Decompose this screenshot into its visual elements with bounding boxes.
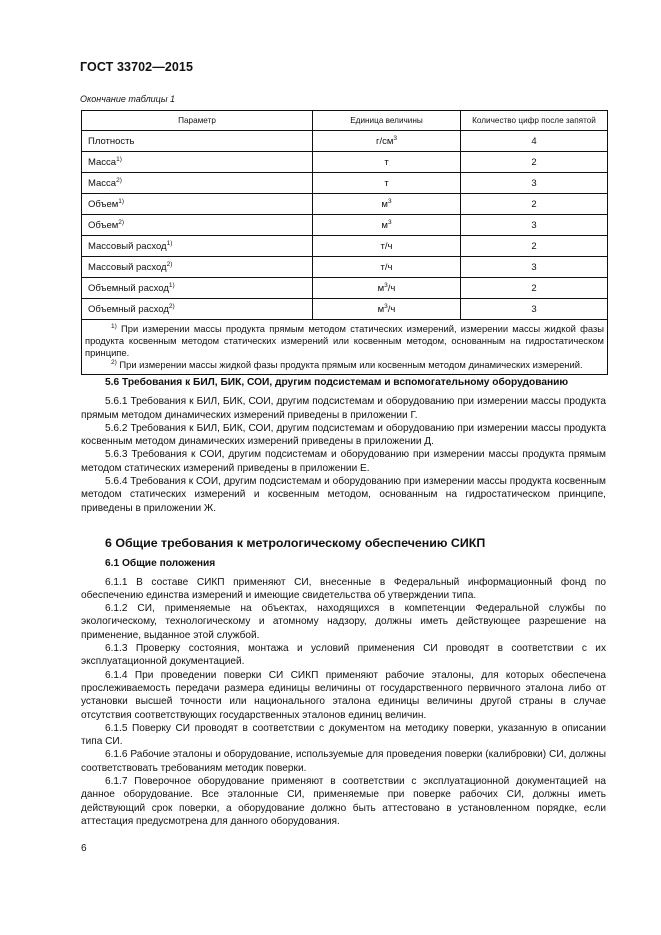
unit-base: т/ч xyxy=(380,240,393,252)
parameter-name: Объем xyxy=(88,198,119,210)
cell-parameter xyxy=(82,278,313,299)
cell-unit xyxy=(313,215,461,236)
table-row xyxy=(82,194,608,215)
paragraph: 5.6.3 Требования к СОИ, другим подсистемам и оборудованию при измерении массы продукта прямым методом статических измерений приведены в приложении Е. xyxy=(81,449,606,474)
paragraph: 6.1.5 Поверку СИ проводят в соответствии с документом на методику поверки, указанную в описании типа СИ. xyxy=(81,722,606,748)
parameter-name: Масса xyxy=(88,156,117,168)
section-heading: 5.6 Требования к БИЛ, БИК, СОИ, другим подсистемам и вспомогательному оборудованию xyxy=(105,377,569,388)
table-row xyxy=(82,257,608,278)
unit-base: т xyxy=(384,156,389,168)
cell-unit xyxy=(313,131,461,152)
cell-unit xyxy=(313,152,461,173)
table-row xyxy=(82,278,608,299)
column-header-unit: Единица величины xyxy=(313,111,461,131)
cell-parameter xyxy=(82,236,313,257)
parameter-name: Объемный расход xyxy=(88,303,169,315)
cell-digits: 2 xyxy=(461,278,608,299)
page-number: 6 xyxy=(81,843,87,854)
paragraph: 5.6.2 Требования к БИЛ, БИК, СОИ, другим подсистемам и оборудованию при измерении массы продукта косвенным методом динамических измерений приведены в приложении Д. xyxy=(81,422,606,448)
cell-parameter xyxy=(82,173,313,194)
table-caption: Окончание таблицы 1 xyxy=(80,94,175,104)
parameter-table-container xyxy=(81,110,607,375)
parameter-name: Массовый расход xyxy=(88,240,167,252)
footnote-1 xyxy=(85,323,604,359)
unit-base: м xyxy=(381,198,388,210)
column-header-parameter: Параметр xyxy=(82,111,313,131)
table-row xyxy=(82,173,608,194)
unit-base: т xyxy=(384,177,389,189)
paragraph: 6.1.3 Проверку состояния, монтажа и условий применения СИ проводят в соответствии с их эксплуатационной документацией. xyxy=(81,643,606,668)
unit-base: г/см xyxy=(375,135,394,147)
unit-base: м xyxy=(377,282,385,294)
parameter-name: Объем xyxy=(88,219,119,231)
table-header-row xyxy=(82,111,608,131)
footnote-ref: 1) xyxy=(116,155,122,163)
cell-digits: 3 xyxy=(461,215,608,236)
footnote-ref: 1) xyxy=(166,239,173,247)
footnote-mark: 1) xyxy=(111,323,117,330)
parameter-name: Объемный расход xyxy=(88,282,169,294)
paragraph: 6.1.6 Рабочие эталоны и оборудование, используемые для проведения поверки (калибровки) СИ, должны соответствовать требованиям методик поверки. xyxy=(81,749,606,774)
cell-digits: 2 xyxy=(461,152,608,173)
paragraph: 5.6.4 Требования к СОИ, другим подсистемам и оборудованию при измерении массы продукта косвенным методом статических измерений и косвенным методом, основанным на гидростатическом принципе, приведены в приложении Ж. xyxy=(81,476,606,514)
cell-unit xyxy=(313,173,461,194)
cell-parameter xyxy=(82,257,313,278)
paragraph: 5.6.1 Требования к БИЛ, БИК, СОИ, другим подсистемам и оборудованию при измерении массы продукта прямым методом динамических измерений приведены в приложении Г. xyxy=(81,396,606,421)
footnote-text: При измерении массы жидкой фазы продукта прямым или косвенным методом динамических измерений. xyxy=(116,359,583,370)
footnote-ref: 2) xyxy=(166,260,173,268)
paragraph: 6.1.4 При проведении поверки СИ СИКП применяют рабочие эталоны, для которых обеспечена прослеживаемость передачи размера единицы величины от государственного первичного эталона либо от установки высшей точности или национального эталона единицы величины другой страны в случае отсутствия соответствующих государственных эталонов единиц величин. xyxy=(81,669,606,721)
table-row xyxy=(82,236,608,257)
section-5-6 xyxy=(81,376,606,515)
unit-base: т/ч xyxy=(380,261,393,273)
cell-digits: 3 xyxy=(461,257,608,278)
footnote-text: При измерении массы продукта прямым методом статических измерений, измерении массы жидкой фазы продукта косвенным методом статических измерений или косвенным методом, основанным на гидростатическом принципе. xyxy=(85,323,604,358)
paragraph: 6.1.1 В составе СИКП применяют СИ, внесенные в Федеральный информационный фонд по обеспечению единства измерений и имеющие свидетельства об утверждении типа. xyxy=(81,576,606,601)
unit-exponent: 3 xyxy=(387,218,392,226)
parameter-name: Плотность xyxy=(88,135,135,147)
section-heading: 6 Общие требования к метрологическому обеспечению СИКП xyxy=(105,536,486,550)
cell-parameter xyxy=(82,215,313,236)
footnote-mark: 2) xyxy=(111,359,117,366)
footnote-2 xyxy=(85,359,604,371)
footnote-ref: 2) xyxy=(168,302,175,310)
cell-unit xyxy=(313,236,461,257)
unit-exponent: 3 xyxy=(384,281,388,289)
cell-parameter xyxy=(82,152,313,173)
table-row xyxy=(82,299,608,320)
footnote-ref: 2) xyxy=(118,218,125,226)
unit-base: м xyxy=(381,219,388,231)
parameter-table xyxy=(81,110,608,375)
unit-exponent: 3 xyxy=(393,134,397,142)
unit-base: м xyxy=(377,303,385,315)
paragraph: 6.1.7 Поверочное оборудование применяют в соответствии с эксплуатационной документацией на данное оборудование. Все эталонные СИ, применяемые при поверке рабочих СИ, должны иметь действующий срок поверки, а оборудование должно быть аттестовано в установленном порядке, если аттестация предусмотрена для данного оборудования. xyxy=(81,776,606,827)
cell-unit xyxy=(313,299,461,320)
cell-digits: 3 xyxy=(461,173,608,194)
cell-parameter xyxy=(82,299,313,320)
cell-digits: 3 xyxy=(461,299,608,320)
column-header-digits: Количество цифр после запятой xyxy=(461,111,608,131)
table-row xyxy=(82,131,608,152)
cell-parameter xyxy=(82,131,313,152)
table-notes-row xyxy=(82,320,608,375)
footnote-ref: 1) xyxy=(118,197,125,205)
cell-unit xyxy=(313,194,461,215)
cell-unit xyxy=(313,257,461,278)
cell-digits: 2 xyxy=(461,194,608,215)
cell-parameter xyxy=(82,194,313,215)
parameter-name: Масса xyxy=(88,177,117,189)
subsection-heading: 6.1 Общие положения xyxy=(105,558,216,570)
unit-tail: /ч xyxy=(387,303,396,315)
document-header: ГОСТ 33702—2015 xyxy=(80,60,194,74)
table-row xyxy=(82,215,608,236)
cell-unit xyxy=(313,278,461,299)
table-footnotes xyxy=(82,320,608,375)
cell-digits: 4 xyxy=(461,131,608,152)
unit-tail: /ч xyxy=(387,282,396,294)
unit-exponent: 3 xyxy=(384,302,388,310)
table-body xyxy=(82,131,608,320)
paragraph: 6.1.2 СИ, применяемые на объектах, находящихся в компетенции Федеральной службы по экологическому, технологическому и атомному надзору, должны иметь действующее разрешение на применение, выданное этой службой. xyxy=(81,603,606,641)
parameter-name: Массовый расход xyxy=(88,261,167,273)
footnote-ref: 2) xyxy=(116,176,122,184)
unit-exponent: 3 xyxy=(387,197,392,205)
table-row xyxy=(82,152,608,173)
section-6 xyxy=(81,537,606,828)
cell-digits: 2 xyxy=(461,236,608,257)
footnote-ref: 1) xyxy=(168,281,175,289)
